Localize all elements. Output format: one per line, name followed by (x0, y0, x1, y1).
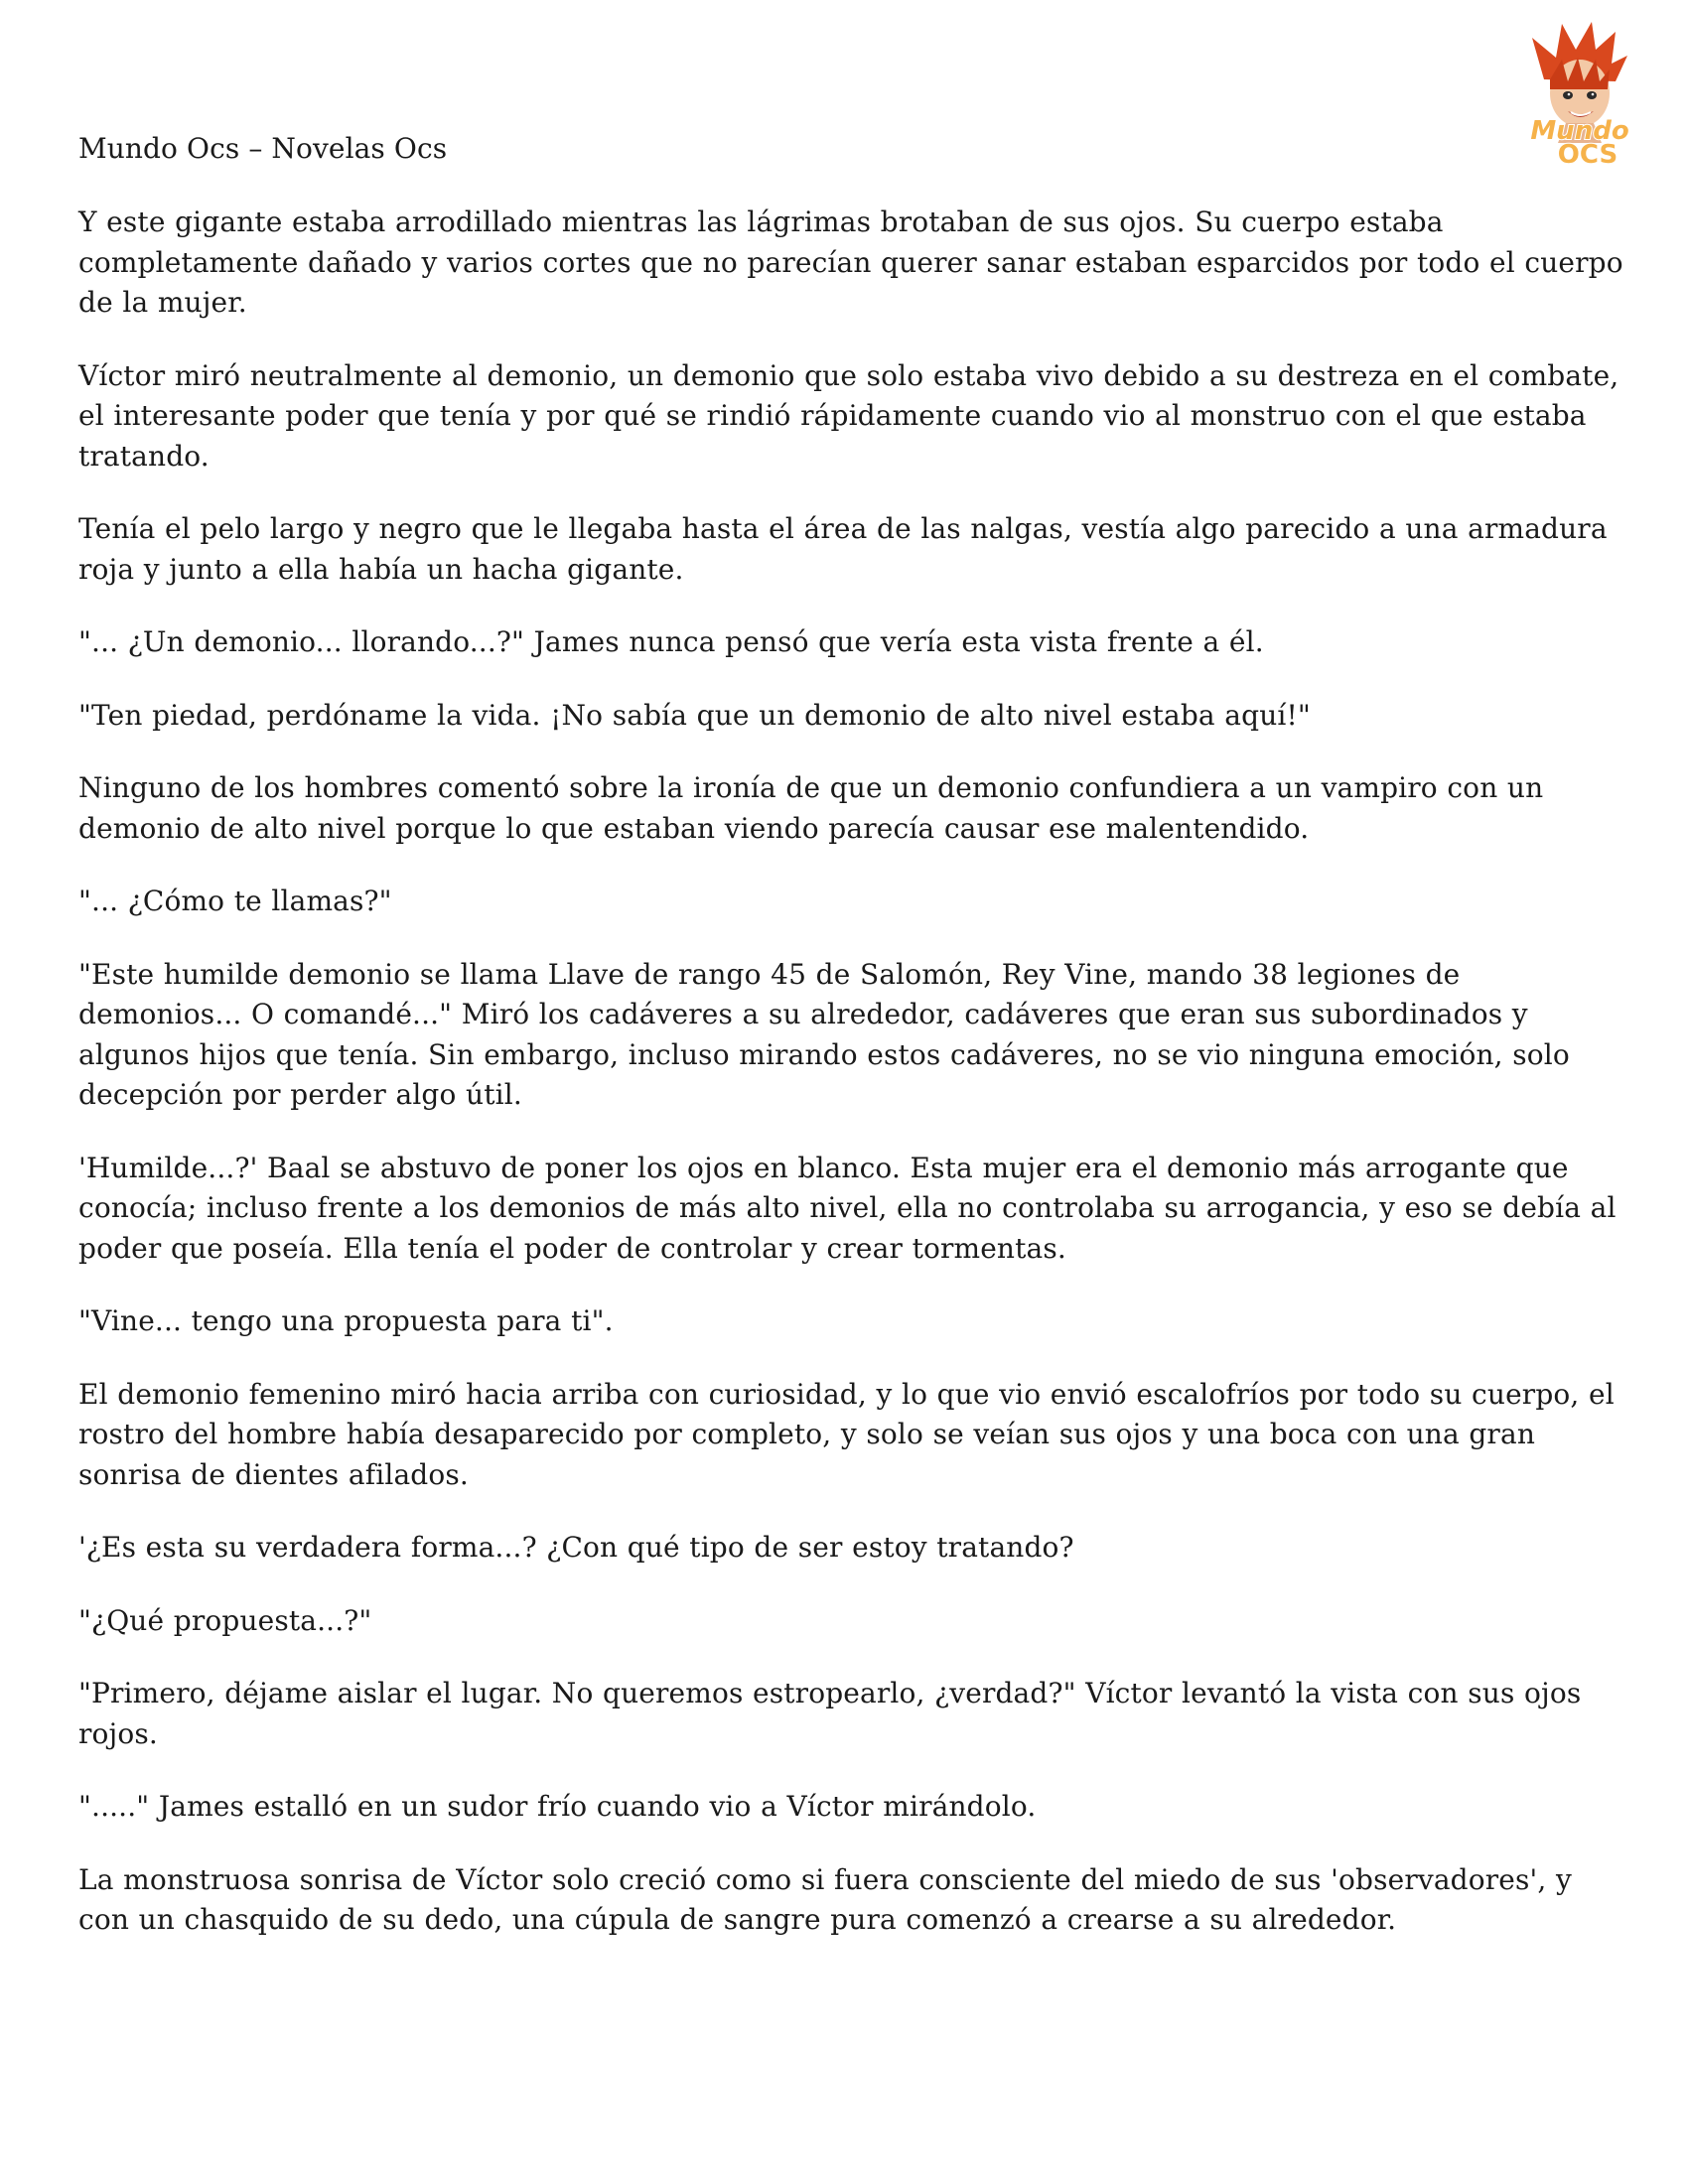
paragraph: '¿Es esta su verdadera forma...? ¿Con qué tipo de ser estoy tratando? (78, 1531, 1074, 1564)
paragraph: "Vine... tengo una propuesta para ti". (78, 1304, 614, 1337)
paragraph: "... ¿Cómo te llamas?" (78, 885, 392, 917)
mundo-ocs-logo (1504, 20, 1653, 169)
paragraph: "¿Qué propuesta...?" (78, 1603, 372, 1637)
paragraph: "Este humilde demonio se llama Llave de rango 45 de Salomón, Rey Vine, mando 38 legiones de demonios... O comandé..." Miró los cadáveres a su alrededor, cadáveres que eran sus subordinados y algunos hijos que tenía. Sin embargo, incluso mirando estos cadáveres, no se vio ninguna emoción, solo decepción por perder algo útil. (78, 957, 1570, 1111)
logo-text-mundo: Mundo (1530, 116, 1629, 146)
paragraph: La monstruosa sonrisa de Víctor solo creció como si fuera consciente del miedo de sus 'observadores', y con un chasquido de su dedo, una cúpula de sangre pura comenzó a crearse a su alrededor. (78, 1862, 1572, 1936)
paragraph: 'Humilde...?' Baal se abstuvo de poner los ojos en blanco. Esta mujer era el demonio más arrogante que conocía; incluso frente a los demonios de más alto nivel, ella no controlaba su arrogancia, y eso se debía al poder que poseía. Ella tenía el poder de controlar y crear tormentas. (78, 1151, 1617, 1265)
logo-text-ocs: OCS (1557, 140, 1618, 169)
paragraph: Tenía el pelo largo y negro que le llegaba hasta el área de las nalgas, vestía algo parecido a una armadura roja y junto a ella había un hacha gigante. (78, 512, 1608, 586)
paragraph: "Primero, déjame aislar el lugar. No queremos estropearlo, ¿verdad?" Víctor levantó la vista con sus ojos rojos. (78, 1677, 1582, 1750)
paragraph: "Ten piedad, perdóname la vida. ¡No sabía que un demonio de alto nivel estaba aquí!" (78, 698, 1311, 732)
paragraph: "... ¿Un demonio... llorando...?" James nunca pensó que vería esta vista frente a él. (78, 625, 1264, 658)
document-body (78, 203, 1627, 1974)
paragraph: Y este gigante estaba arrodillado mientras las lágrimas brotaban de sus ojos. Su cuerpo estaba completamente dañado y varios cortes que no parecían querer sanar estaban esparcidos por todo el cuerpo de la mujer. (78, 205, 1623, 319)
paragraph: Víctor miró neutralmente al demonio, un demonio que solo estaba vivo debido a su destreza en el combate, el interesante poder que tenía y por qué se rindió rápidamente cuando vio al monstruo con el que estaba tratando. (78, 358, 1619, 473)
paragraph: Ninguno de los hombres comentó sobre la ironía de que un demonio confundiera a un vampiro con un demonio de alto nivel porque lo que estaban viendo parecía causar ese malentendido. (78, 771, 1544, 845)
page-header: Mundo Ocs – Novelas Ocs (78, 132, 448, 165)
paragraph: El demonio femenino miró hacia arriba con curiosidad, y lo que vio envió escalofríos por todo su cuerpo, el rostro del hombre había desaparecido por completo, y solo se veían sus ojos y una boca con una gran sonrisa de dientes afilados. (78, 1377, 1615, 1491)
paragraph: "....." James estalló en un sudor frío cuando vio a Víctor mirándolo. (78, 1790, 1037, 1823)
